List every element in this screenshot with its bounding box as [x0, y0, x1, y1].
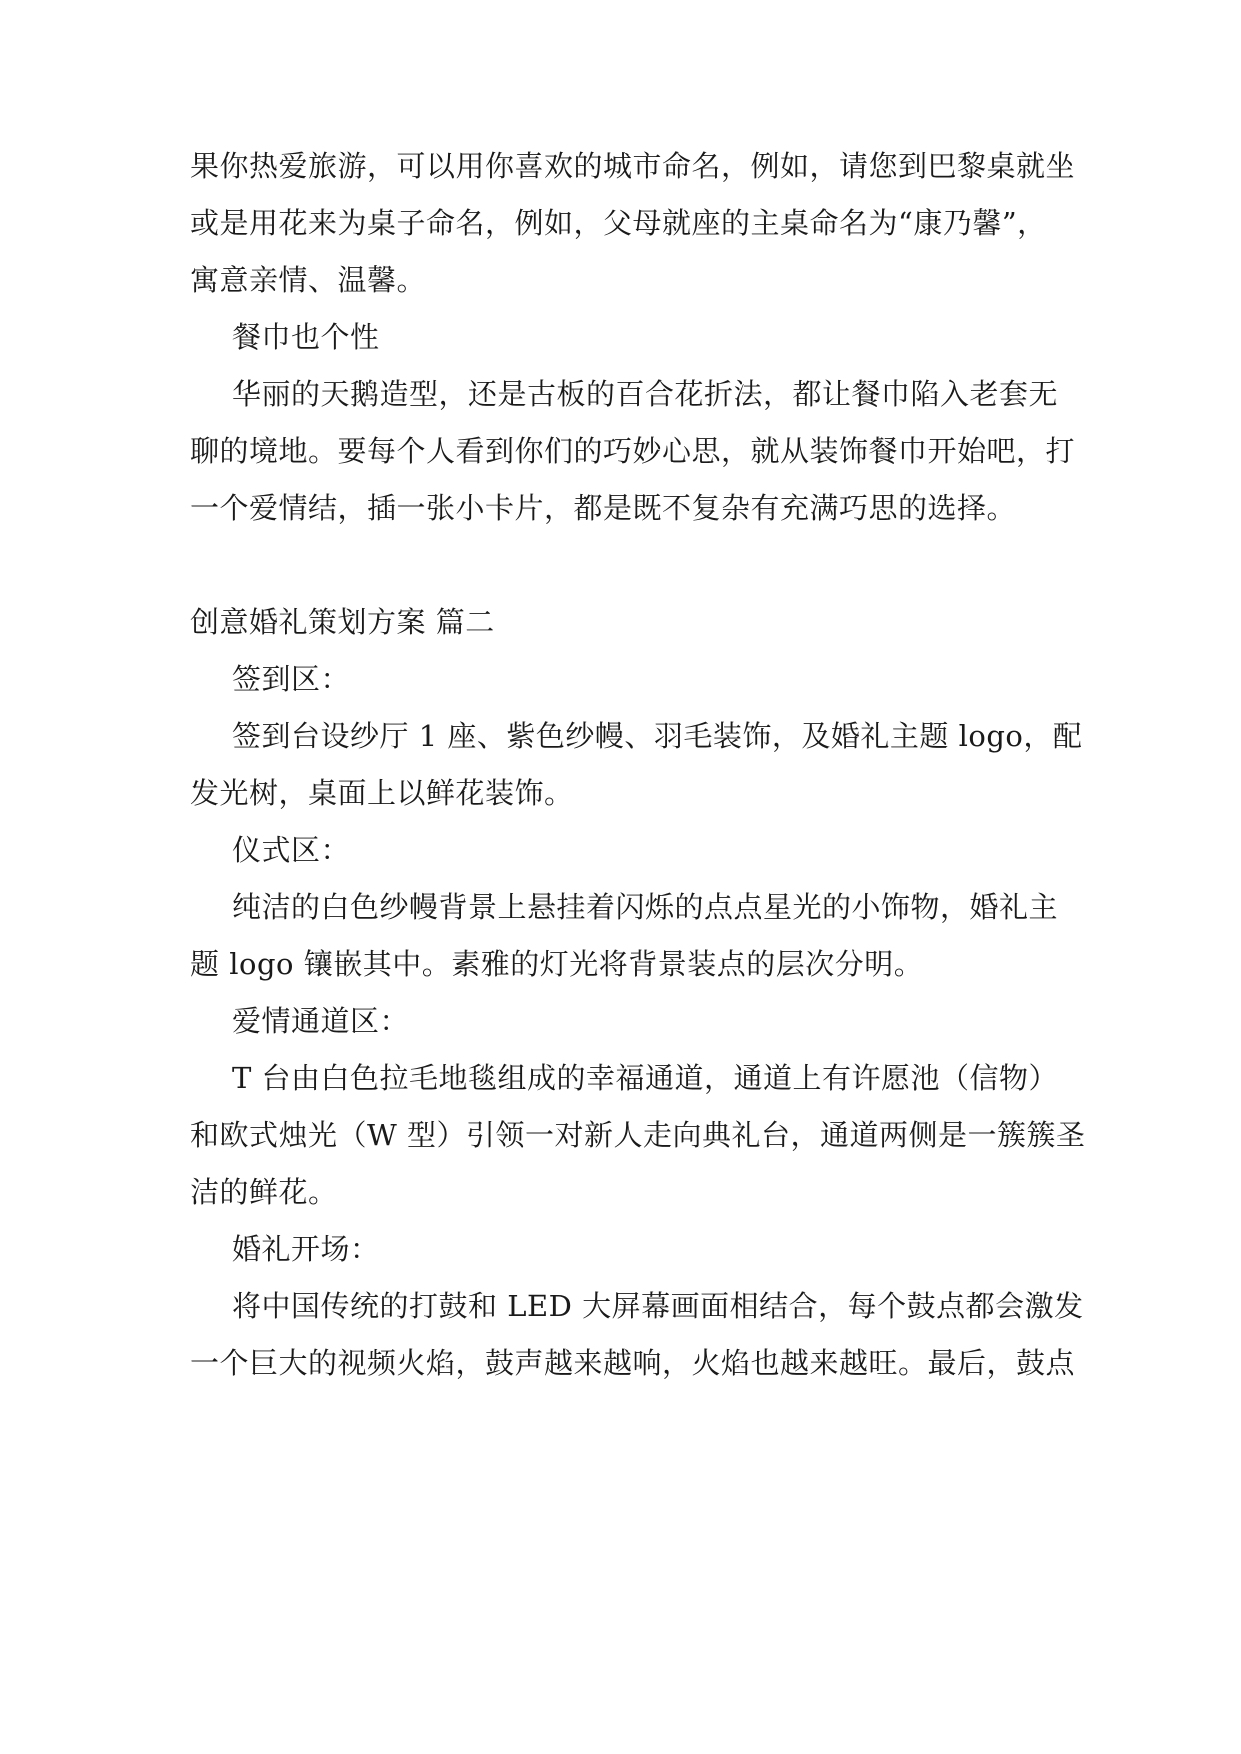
paragraph-line: 将中国传统的打鼓和 LED 大屏幕画面相结合，每个鼓点都会激发 [232, 1289, 1084, 1323]
section-heading: 餐巾也个性 [232, 320, 380, 354]
paragraph-line: 纯洁的白色纱幔背景上悬挂着闪烁的点点星光的小饰物，婚礼主 [232, 890, 1059, 924]
section-heading: 仪式区： [232, 833, 351, 867]
paragraph-line: 一个爱情结，插一张小卡片，都是既不复杂有充满巧思的选择。 [190, 491, 1017, 525]
paragraph-line: 华丽的天鹅造型，还是古板的百合花折法，都让餐巾陷入老套无 [232, 377, 1059, 411]
paragraph-line: 果你热爱旅游，可以用你喜欢的城市命名，例如，请您到巴黎桌就坐 [190, 149, 1076, 183]
paragraph-line: 题 logo 镶嵌其中。素雅的灯光将背景装点的层次分明。 [190, 947, 924, 981]
paragraph-line: 一个巨大的视频火焰，鼓声越来越响，火焰也越来越旺。最后，鼓点 [190, 1346, 1076, 1380]
paragraph-line: 寓意亲情、温馨。 [190, 263, 427, 297]
paragraph-line: 和欧式烛光（W 型）引领一对新人走向典礼台，通道两侧是一簇簇圣 [190, 1118, 1086, 1152]
paragraph-line: 聊的境地。要每个人看到你们的巧妙心思，就从装饰餐巾开始吧，打 [190, 434, 1076, 468]
chapter-title: 创意婚礼策划方案 篇二 [190, 605, 495, 639]
paragraph-line: 或是用花来为桌子命名，例如，父母就座的主桌命名为“康乃馨”， [190, 206, 1047, 240]
paragraph-line: 发光树，桌面上以鲜花装饰。 [190, 776, 574, 810]
section-heading: 签到区： [232, 662, 351, 696]
section-heading: 爱情通道区： [232, 1004, 410, 1038]
paragraph-line: 签到台设纱厅 1 座、紫色纱幔、羽毛装饰，及婚礼主题 logo，配 [232, 719, 1083, 753]
section-heading: 婚礼开场： [232, 1232, 380, 1266]
paragraph-line: 洁的鲜花。 [190, 1175, 338, 1209]
paragraph-line: T 台由白色拉毛地毯组成的幸福通道，通道上有许愿池（信物） [232, 1061, 1059, 1095]
